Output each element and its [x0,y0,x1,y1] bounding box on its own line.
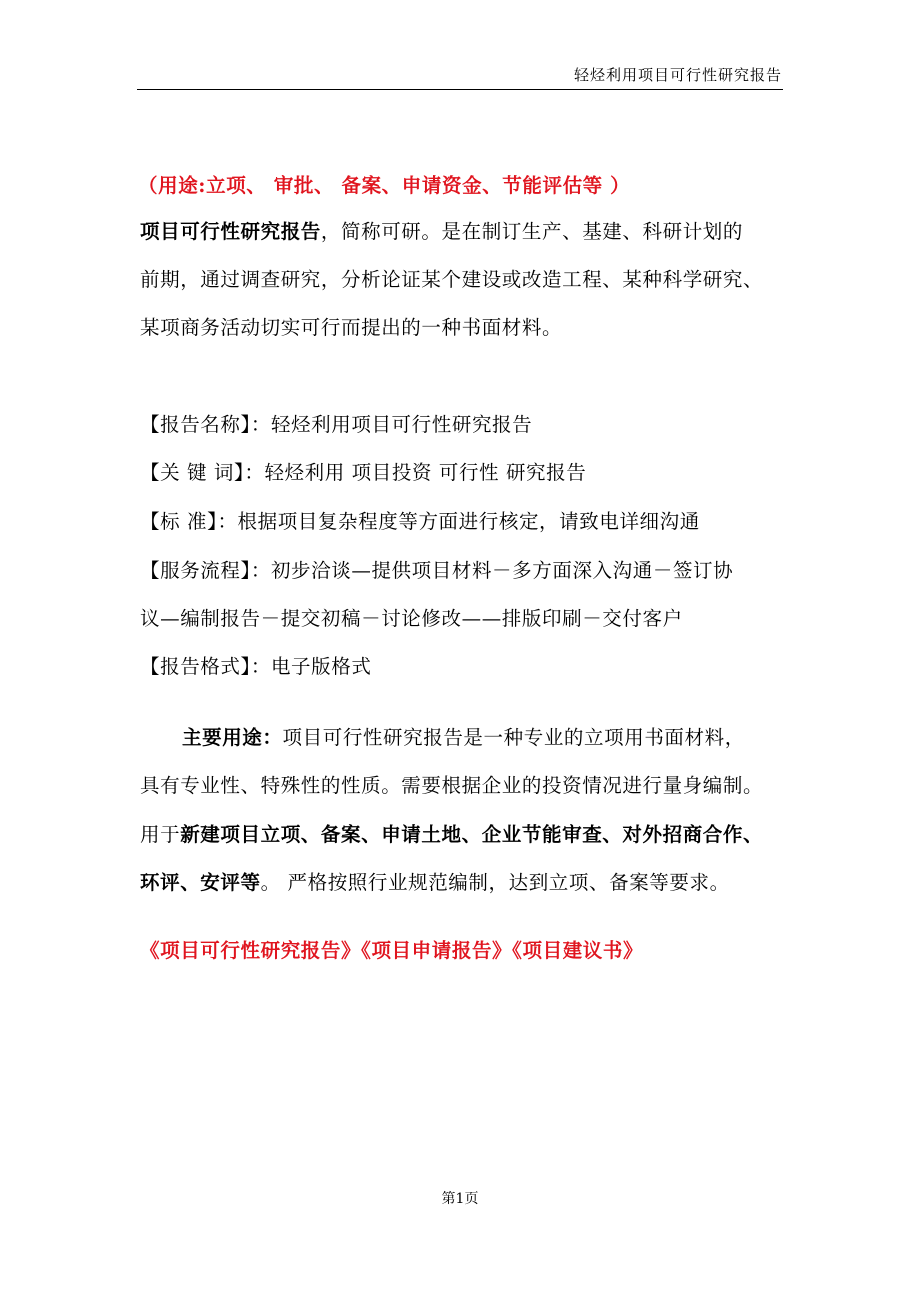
field-process-line-1: 【服务流程】：初步洽谈—提供项目材料－多方面深入沟通－签订协 [140,559,734,582]
intro-bold-lead: 项目可行性研究报告 [140,220,321,243]
page-number: 第1页 [441,1191,479,1207]
main-use-line-1-rest: 项目可行性研究报告是一种专业的立项用书面材料， [282,726,745,749]
intro-line-3: 某项商务活动切实可行而提出的一种书面材料。 [140,316,563,339]
main-use-line-4 [140,869,785,897]
field-standard: 【标 准】：根据项目复杂程度等方面进行核定，请致电详细沟通 [140,510,700,533]
main-use-line-4-rest: 。 严格按照行业规范编制，达到立项、备案等要求。 [260,871,730,894]
main-use-line-4-bold: 环评、安评等 [140,871,261,894]
report-types-line: 《项目可行性研究报告》《项目申请报告》《项目建议书》 [140,939,644,962]
field-format: 【报告格式】：电子版格式 [140,655,372,678]
intro-line-1 [140,218,785,246]
header-rule [137,89,783,90]
main-use-line-3-prefix: 用于 [140,823,181,846]
main-use-line-3 [140,821,785,849]
main-use-line-3-bold: 新建项目立项、备案、申请土地、企业节能审查、对外招商合作、 [180,823,764,846]
field-keywords: 【关 键 词】：轻烃利用 项目投资 可行性 研究报告 [140,461,587,484]
field-report-name: 【报告名称】：轻烃利用项目可行性研究报告 [140,413,533,436]
main-use-line-1 [182,724,785,752]
field-process-line-2: 议—编制报告－提交初稿－讨论修改——排版印刷－交付客户 [140,607,683,630]
purpose-line: （用途:立项、 审批、 备案、申请资金、节能评估等 ） [138,174,631,197]
intro-line-2: 前期，通过调查研究，分析论证某个建设或改造工程、某种科学研究、 [140,268,764,291]
intro-line-1-rest: ，简称可研。是在制订生产、基建、科研计划的 [320,220,744,243]
main-use-line-2: 具有专业性、特殊性的性质。需要根据企业的投资情况进行量身编制。 [140,774,764,797]
main-use-lead: 主要用途： [182,726,283,749]
header-title: 轻烃利用项目可行性研究报告 [573,66,782,84]
